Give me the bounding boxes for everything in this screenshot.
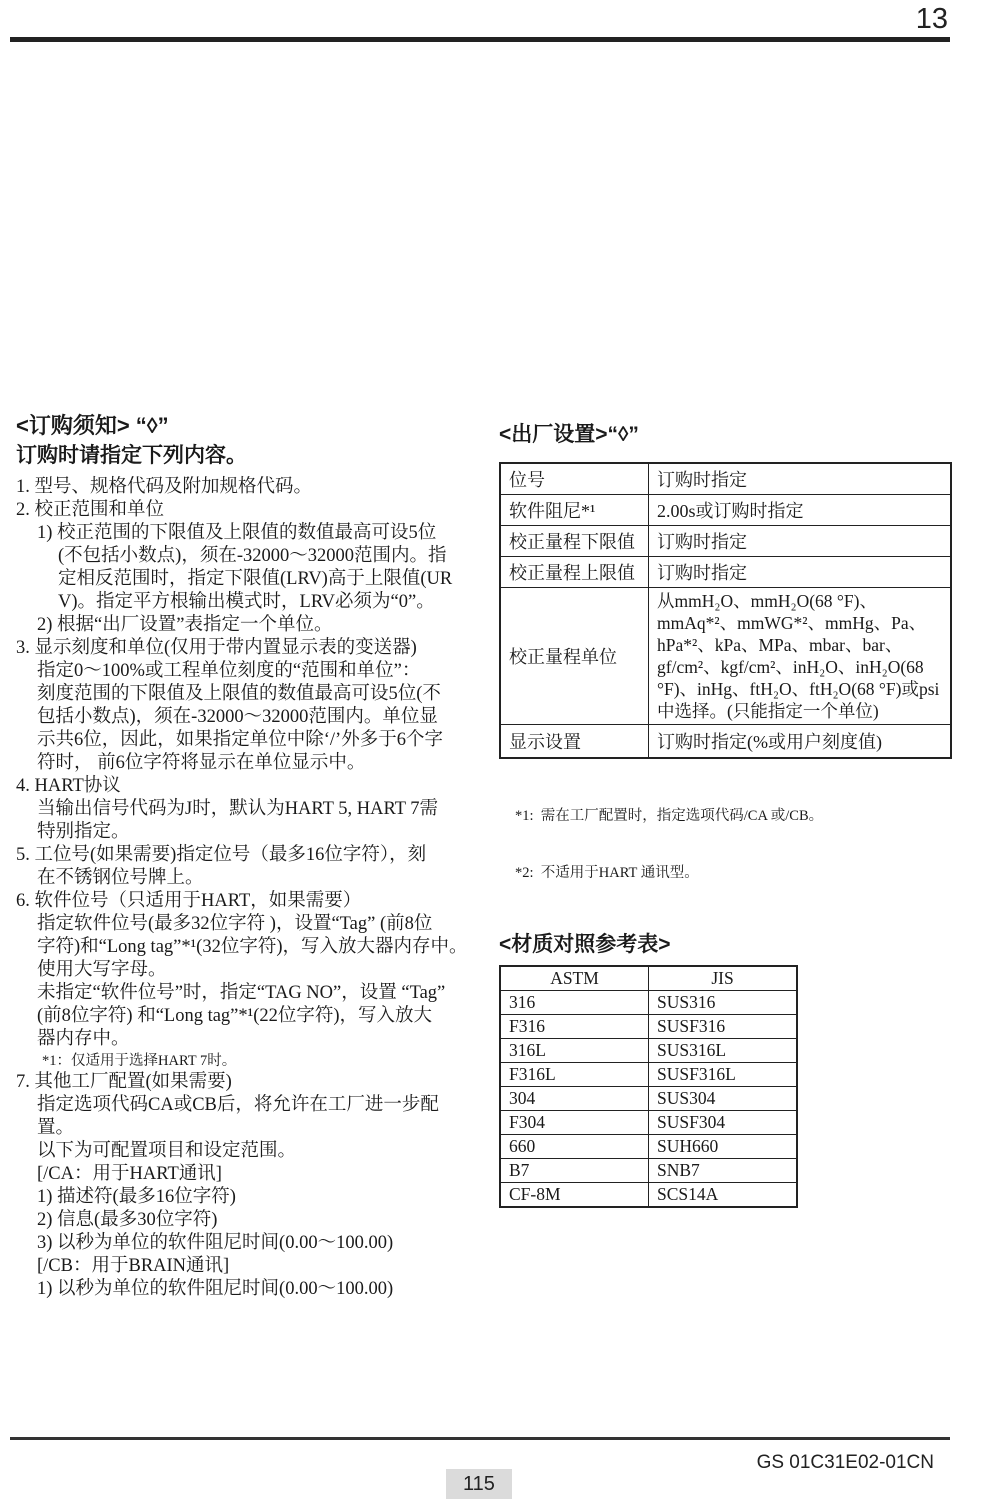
- text-line: 特别指定。: [37, 822, 130, 842]
- cell-jis: SUSF316: [649, 1015, 798, 1039]
- cell-label: 校正量程下限值: [500, 526, 649, 557]
- text-line: 1) 校正范围的下限值及上限值的数值最高可设5位: [37, 523, 437, 543]
- cell-astm: 316: [500, 991, 649, 1015]
- footer-rule: [10, 1437, 950, 1440]
- text-line: 器内存中。: [37, 1029, 130, 1049]
- cell-value: 订购时指定: [649, 526, 952, 557]
- text-line: 4. HART协议: [16, 776, 121, 796]
- cell-value: 2.00s或订购时指定: [649, 495, 952, 526]
- table-row: [500, 557, 951, 588]
- footnote: *1：仅适用于选择HART 7时。: [42, 1053, 237, 1069]
- text-line: 1) 以秒为单位的软件阻尼时间(0.00～100.00): [37, 1279, 394, 1299]
- cell-jis: SUS304: [649, 1087, 798, 1111]
- text-line: 字符)和“Long tag”*¹(32位字符)，写入放大器内存中。: [37, 937, 468, 957]
- page-number-bottom: [446, 1469, 512, 1499]
- table-row: [500, 1087, 797, 1111]
- table-row: [500, 1183, 797, 1208]
- text-line: [/CA：用于HART通讯]: [37, 1164, 222, 1184]
- table-row: [500, 991, 797, 1015]
- cell-astm: F316L: [500, 1063, 649, 1087]
- header-rule: [10, 37, 950, 42]
- cell-value: 从mmH₂O、mmH₂O(68 °F)、mmAq*²、mmWG*²、mmHg、Pa、hPa*²、kPa、MPa、mbar、bar、gf/cm²、kgf/cm²、inH₂O、inH₂O(68 °F)、inHg、ftH₂O、ftH₂O(68 °F)或psi中选择。(只能指定一个单位): [649, 588, 952, 725]
- cell-label: 位号: [500, 463, 649, 495]
- text-line: (不包括小数点)，须在-32000～32000范围内。指: [58, 546, 447, 566]
- cell-astm: F304: [500, 1111, 649, 1135]
- page-number-label: 115: [463, 1472, 495, 1495]
- cell-astm: 660: [500, 1135, 649, 1159]
- column-header: ASTM: [500, 966, 649, 991]
- text-line: 包括小数点)，须在-32000～32000范围内。单位显: [37, 707, 438, 727]
- text-line: 当输出信号代码为J时，默认为HART 5, HART 7需: [37, 799, 439, 819]
- text-line: 7. 其他工厂配置(如果需要): [16, 1072, 232, 1092]
- table-row: [500, 1039, 797, 1063]
- cell-jis: SUS316: [649, 991, 798, 1015]
- table-row: [500, 1015, 797, 1039]
- materials-table: [499, 965, 798, 1208]
- factory-settings-table: [499, 462, 952, 759]
- cell-jis: SUSF316L: [649, 1063, 798, 1087]
- materials-heading: <材质对照参考表>: [499, 933, 671, 956]
- cell-value: 订购时指定(%或用户刻度值): [649, 725, 952, 759]
- cell-jis: SUS316L: [649, 1039, 798, 1063]
- text-line: 5. 工位号(如果需要)指定位号（最多16位字符），刻: [16, 845, 427, 865]
- ordering-heading: <订购须知> “◊”: [16, 413, 169, 438]
- text-line: 未指定“软件位号”时，指定“TAG NO”，设置 “Tag”: [37, 983, 446, 1003]
- cell-astm: CF-8M: [500, 1183, 649, 1208]
- table-row: [500, 495, 951, 526]
- text-line: 3) 以秒为单位的软件阻尼时间(0.00～100.00): [37, 1233, 394, 1253]
- text-line: [/CB：用于BRAIN通讯]: [37, 1256, 230, 1276]
- cell-astm: 304: [500, 1087, 649, 1111]
- text-line: 置。: [37, 1118, 75, 1138]
- table-row: [500, 526, 951, 557]
- text-line: 符时， 前6位字符将显示在单位显示中。: [37, 753, 366, 773]
- table-row: [500, 1159, 797, 1183]
- document-number: GS 01C31E02-01CN: [756, 1452, 934, 1473]
- cell-label: 显示设置: [500, 725, 649, 759]
- text-line: 2) 信息(最多30位字符): [37, 1210, 218, 1230]
- text-line: 3. 显示刻度和单位(仅用于带内置显示表的变送器): [16, 638, 417, 658]
- cell-label: 校正量程单位: [500, 588, 649, 725]
- factory-settings-heading: <出厂设置>“◊”: [499, 423, 639, 446]
- text-line: V)。指定平方根输出模式时，LRV必须为“0”。: [58, 592, 435, 612]
- text-line: 指定0～100%或工程单位刻度的“范围和单位”：: [37, 661, 421, 681]
- cell-jis: SCS14A: [649, 1183, 798, 1208]
- text-line: 1. 型号、规格代码及附加规格代码。: [16, 477, 313, 497]
- ordering-subheading: 订购时请指定下列内容。: [16, 444, 247, 467]
- ordering-section: [16, 413, 486, 1301]
- table-row: [500, 463, 951, 495]
- text-line: 刻度范围的下限值及上限值的数值最高可设5位(不: [37, 684, 441, 704]
- text-line: 6. 软件位号（只适用于HART，如果需要）: [16, 891, 362, 911]
- cell-label: 软件阻尼*¹: [500, 495, 649, 526]
- text-line: 指定选项代码CA或CB后，将允许在工厂进一步配: [37, 1095, 439, 1115]
- footnote: *2: 不适用于HART 通讯型。: [515, 865, 699, 881]
- cell-jis: SUH660: [649, 1135, 798, 1159]
- text-line: (前8位字符) 和“Long tag”*¹(22位字符)，写入放大: [37, 1006, 433, 1026]
- text-line: 2. 校正范围和单位: [16, 500, 165, 520]
- table-row: [500, 1111, 797, 1135]
- table-row: [500, 588, 951, 725]
- text-line: 在不锈钢位号牌上。: [37, 868, 204, 888]
- cell-astm: F316: [500, 1015, 649, 1039]
- right-column: [499, 424, 952, 1208]
- column-header: JIS: [649, 966, 798, 991]
- table-footnotes: [515, 769, 952, 921]
- text-line: 以下为可配置项目和设定范围。: [37, 1141, 297, 1161]
- cell-jis: SNB7: [649, 1159, 798, 1183]
- cell-label: 校正量程上限值: [500, 557, 649, 588]
- text-line: 示共6位，因此，如果指定单位中除‘/’外多于6个字: [37, 730, 443, 750]
- text-line: 1) 描述符(最多16位字符): [37, 1187, 236, 1207]
- text-line: 指定软件位号(最多32位字符 )，设置“Tag” (前8位: [37, 914, 433, 934]
- table-row: [500, 725, 951, 759]
- text-line: 使用大写字母。: [37, 960, 167, 980]
- page-number-top: 13: [915, 3, 948, 35]
- cell-astm: 316L: [500, 1039, 649, 1063]
- text-line: 2) 根据“出厂设置”表指定一个单位。: [37, 615, 333, 635]
- cell-jis: SUSF304: [649, 1111, 798, 1135]
- table-row: [500, 1063, 797, 1087]
- cell-value: 订购时指定: [649, 463, 952, 495]
- text-line: 定相反范围时，指定下限值(LRV)高于上限值(UR: [58, 569, 453, 589]
- cell-astm: B7: [500, 1159, 649, 1183]
- table-row: [500, 1135, 797, 1159]
- cell-value: 订购时指定: [649, 557, 952, 588]
- table-header-row: [500, 966, 797, 991]
- footnote: *1: 需在工厂配置时，指定选项代码/CA 或/CB。: [515, 808, 824, 824]
